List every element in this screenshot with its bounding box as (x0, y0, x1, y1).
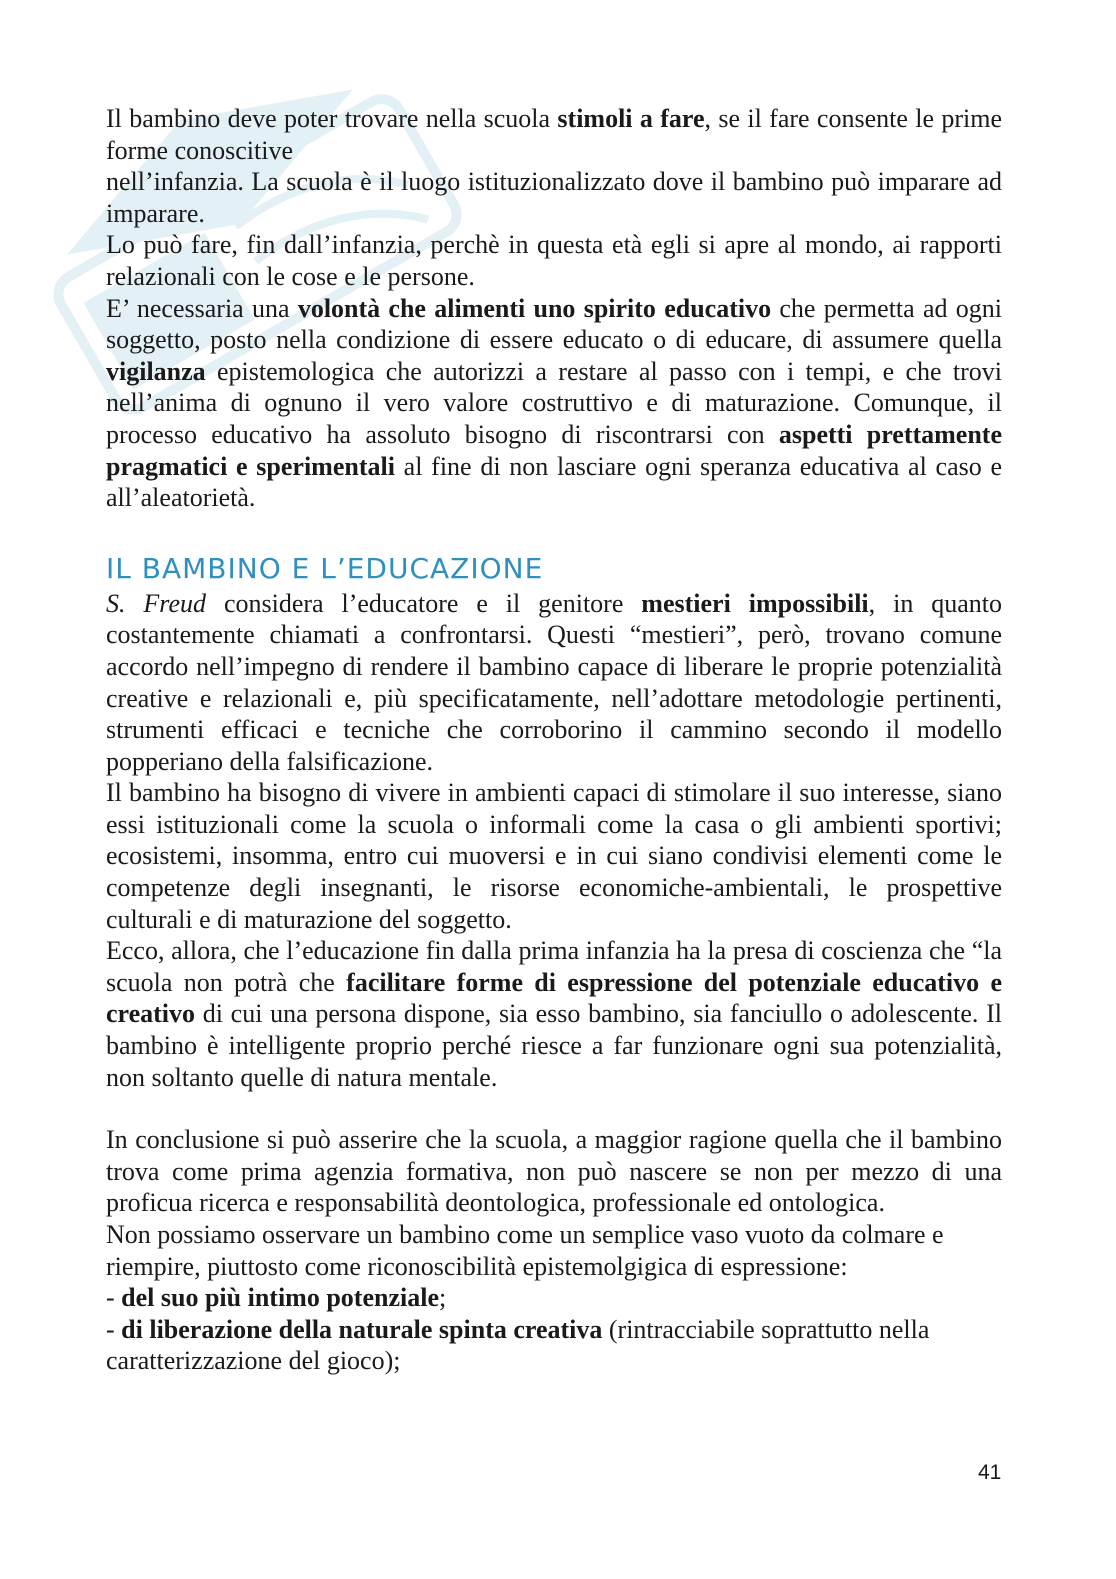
paragraph: Non possiamo osservare un bambino come un semplice vaso vuoto da colmare e riempire, piuttosto come riconoscibilità epistemolgigica di espressione: (106, 1220, 944, 1281)
text-run: (rintracciabile soprattutto nella caratterizzazione del gioco); (106, 1314, 930, 1376)
paragraph (106, 588, 1002, 778)
text-run: E’ necessaria una (106, 293, 298, 323)
list-item (106, 1314, 1002, 1377)
text-run: considera l’educatore e il genitore (206, 588, 642, 618)
paragraph: Lo può fare, fin dall’infanzia, perchè in questa età egli si apre al mondo, ai rapporti relazionali con le cose e le persone. (106, 230, 1002, 291)
page-number: 41 (978, 1461, 1002, 1484)
text-run: , in quanto costantemente chiamati a confrontarsi. Questi “mestieri”, però, trovano comune accordo nell’impegno di rendere il bambino capace di liberare le proprie potenzialità creative e relazionali e, più specificatamente, nell’adottare metodologie pertinenti, strumenti efficaci e tecniche che corroborino il cammino secondo il modello popperiano della falsificazione. (106, 588, 1003, 776)
text-run: di cui una persona dispone, sia esso bambino, sia fanciullo o adolescente. Il bambino è intelligente proprio perché riesce a far funzionare ogni sua potenzialità, non soltanto quelle di natura mentale. (106, 999, 1002, 1092)
text-run: Il bambino deve poter trovare nella scuola (106, 104, 558, 133)
text-run: Ecco, allora, che l’educazione fin dalla prima infanzia ha la presa di coscienza che “la scuola non potrà che (106, 936, 1002, 997)
paragraph (106, 293, 1002, 514)
page-content (106, 103, 1002, 1377)
text-run: che permetta ad ogni soggetto, posto nella condizione di essere educato o di educare, di assumere quella (106, 293, 1002, 355)
bold-text: volontà che alimenti uno spirito educativo (297, 293, 772, 323)
text-run: epistemologica che autorizzi a restare al passo con i tempi, e che trovi nell’anima di ognuno il vero valore costruttivo e di maturazione. Comunque, il processo educativo ha assoluto bisogno di riscontrarsi con (106, 356, 1002, 449)
paragraph: Il bambino ha bisogno di vivere in ambienti capaci di stimolare il suo interesse, siano essi istituzionali come la scuola o informali come la casa o gli ambienti sportivi; ecosistemi, insomma, entro cui muoversi e in cui siano condivisi elementi come le competenze degli insegnanti, le risorse economiche-ambientali, le prospettive culturali e di maturazione del soggetto. (106, 778, 1002, 934)
paragraph (106, 935, 1002, 1093)
text-run: , se il fare consente le prime forme conoscitive (106, 104, 1003, 165)
list-dash: - (106, 1283, 122, 1313)
bold-text: mestieri impossibili (641, 588, 869, 618)
italic-text: S. Freud (106, 588, 207, 618)
bold-text: facilitare forme di espressione del potenziale educativo e creativo (106, 967, 1002, 1029)
bold-text: aspetti prettamente pragmatici e sperimentali (106, 419, 1003, 481)
bold-text: di liberazione della naturale spinta creativa (121, 1314, 603, 1344)
bold-text: del suo più intimo potenziale (121, 1283, 439, 1313)
list-dash: - (106, 1314, 122, 1344)
bold-text: stimoli a fare (557, 104, 705, 133)
paragraph: In conclusione si può asserire che la scuola, a maggior ragione quella che il bambino trova come prima agenzia formativa, non può nascere se non per mezzo di una proficua ricerca e responsabilità deontologica, professionale ed ontologica. (106, 1125, 1002, 1218)
text-run: al fine di non lasciare ogni speranza educativa al caso e all’aleatorietà. (106, 451, 1003, 513)
bold-text: vigilanza (106, 356, 206, 386)
paragraph: nell’infanzia. La scuola è il luogo istituzionalizzato dove il bambino può imparare ad imparare. (106, 167, 1002, 228)
blank-line (106, 1093, 1002, 1124)
list-item (106, 1282, 1002, 1314)
paragraph (106, 103, 1002, 166)
section-heading: IL BAMBINO E L’EDUCAZIONE (106, 551, 544, 585)
text-run: ; (439, 1283, 447, 1313)
